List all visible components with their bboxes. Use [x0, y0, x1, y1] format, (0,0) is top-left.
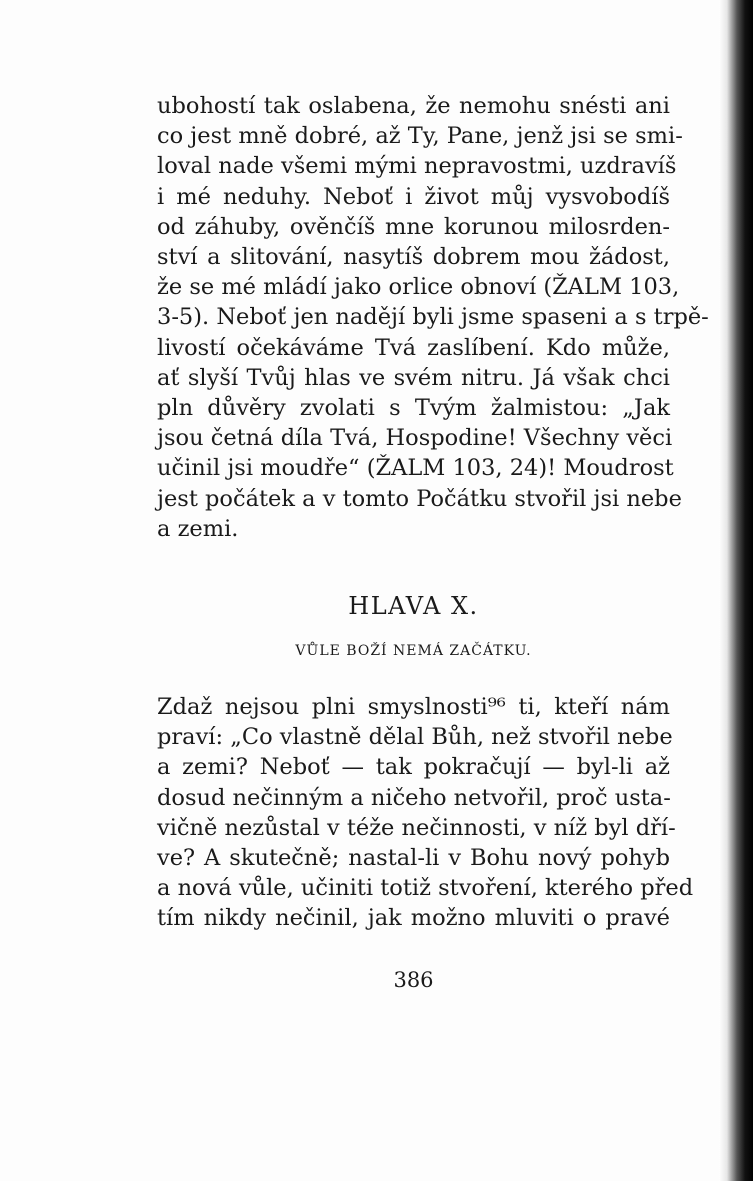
- page-number: 386: [393, 968, 434, 992]
- text-line: učinil jsi moudře“ (ŽALM 103, 24)! Moudrost: [157, 455, 674, 482]
- page-binding-shadow: [719, 0, 753, 1181]
- text-line: jsou četná díla Tvá, Hospodine! Všechny věci: [157, 425, 673, 452]
- text-line: praví: „Co vlastně dělal Bůh, než stvořil nebe: [157, 724, 673, 751]
- text-line: dosud nečinným a ničeho netvořil, proč usta-: [157, 784, 671, 811]
- text-line: pln důvěry zvolati s Tvým žalmistou: „Jak: [157, 395, 670, 422]
- text-line: a zemi.: [157, 515, 239, 542]
- paragraph-1: [157, 91, 709, 544]
- text-line: livostí očekáváme Tvá zaslíbení. Kdo může,: [157, 334, 670, 361]
- text-line: jest počátek a v tomto Počátku stvořil jsi nebe: [157, 485, 682, 512]
- text-line: co jest mně dobré, až Ty, Pane, jenž jsi se smi-: [157, 123, 683, 150]
- text-line: 3-5). Neboť jen nadějí byli jsme spaseni a s trpě-: [157, 304, 709, 331]
- text-line: a nová vůle, učiniti totiž stvoření, kterého před: [157, 875, 694, 902]
- text-line: ve? A skutečně; nastal-li v Bohu nový pohyb: [157, 845, 670, 872]
- text-line: tím nikdy nečinil, jak možno mluviti o pravé: [157, 905, 670, 932]
- text-line: i mé neduhy. Neboť i život můj vysvobodíš: [157, 183, 670, 210]
- text-line: ství a slitování, nasytíš dobrem mou žádost,: [157, 244, 670, 271]
- text-line: že se mé mládí jako orlice obnoví (ŽALM 103,: [157, 274, 680, 301]
- text-line: ať slyší Tvůj hlas ve svém nitru. Já však chci: [157, 364, 670, 391]
- text-line: Zdaž nejsou plni smyslnosti⁹⁶ ti, kteří nám: [157, 694, 670, 720]
- text-line: vičně nezůstal v téže nečinnosti, v níž byl dří-: [157, 814, 676, 841]
- paragraph-2: [157, 692, 694, 934]
- text-line: loval nade všemi mými nepravostmi, uzdravíš: [157, 153, 677, 180]
- chapter-title: HLAVA X.: [348, 592, 479, 620]
- text-line: ubohostí tak oslabena, že nemohu snésti ani: [157, 93, 670, 119]
- chapter-subtitle: VŮLE BOŽÍ NEMÁ ZAČÁTKU.: [295, 643, 532, 659]
- text-line: a zemi? Neboť — tak pokračují — byl-li až: [157, 754, 670, 781]
- text-line: od záhuby, ověnčíš mne korunou milosrden-: [157, 213, 670, 240]
